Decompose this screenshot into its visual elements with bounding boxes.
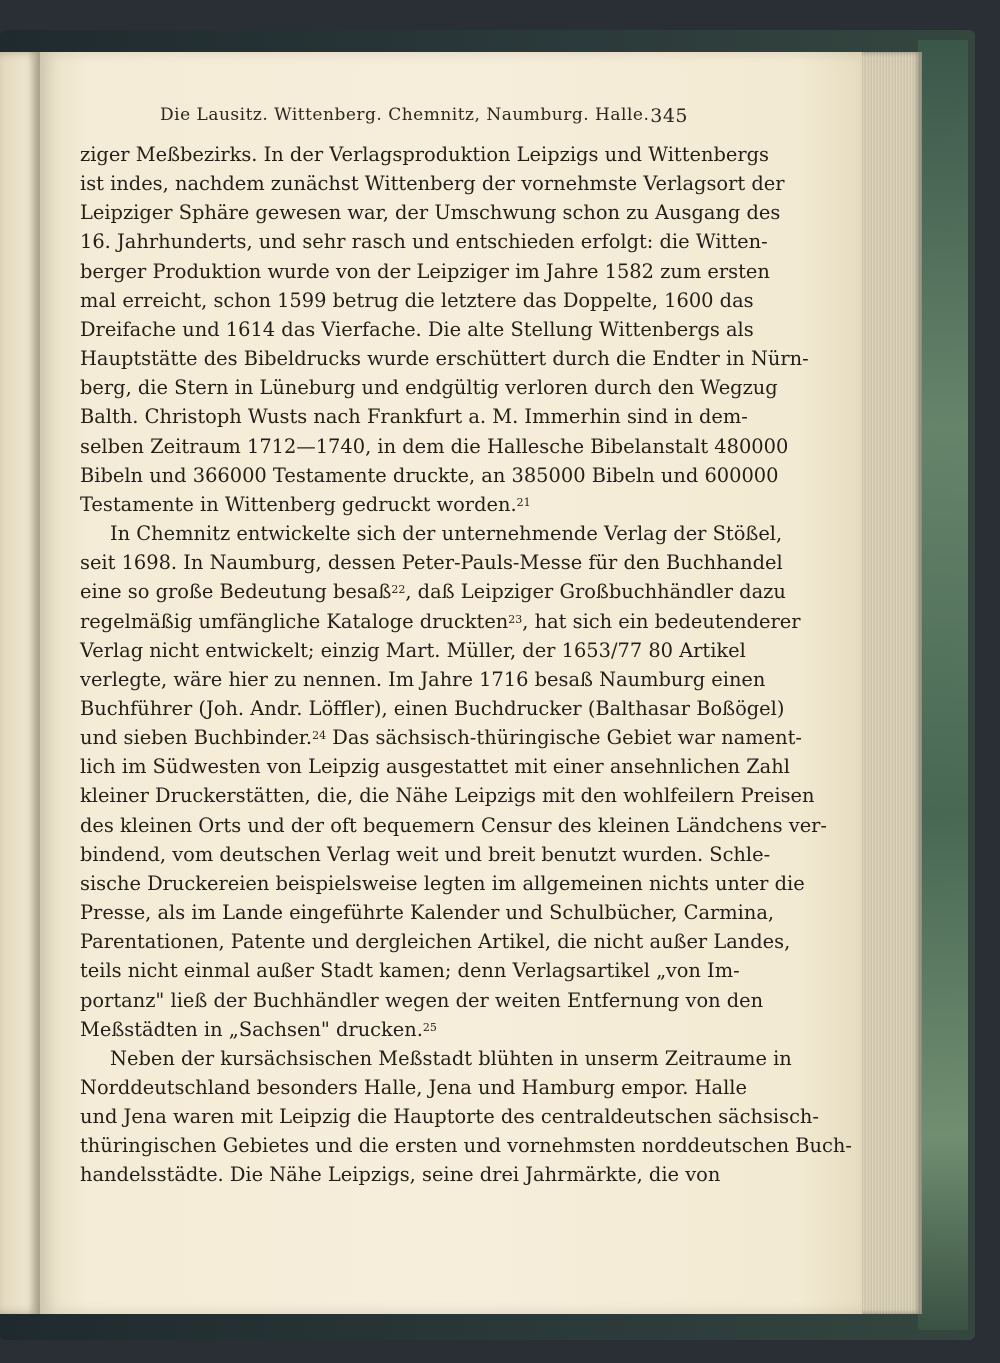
text-line: des kleinen Orts und der oft bequemern Censur des kleinen Ländchens ver- [80,813,827,837]
text-line: 16. Jahrhunderts, und sehr rasch und entschieden erfolgt: die Witten- [80,230,768,254]
text-line: handelsstädte. Die Nähe Leipzigs, seine drei Jahrmärkte, die von [80,1163,721,1187]
body-text [80,140,852,1190]
footnote-ref: 24 [312,729,327,743]
text-line: In Chemnitz entwickelte sich der unternehmende Verlag der Stößel, [110,522,783,546]
text-line: Buchführer (Joh. Andr. Löffler), einen Buchdrucker (Balthasar Boßögel) [80,696,785,720]
text-line: kleiner Druckerstätten, die, die Nähe Leipzigs mit den wohlfeilern Preisen [80,784,815,808]
text-line: Testamente in Wittenberg gedruckt worden.$^{21}$ [80,492,531,516]
text-line: ist indes, nachdem zunächst Wittenberg der vornehmste Verlagsort der [80,172,785,196]
text-line: Meßstädten in „Sachsen" drucken.$^{25}$ [80,1017,437,1041]
text-line: selben Zeitraum 1712—1740, in dem die Hallesche Bibelanstalt 480000 [80,434,789,458]
text-line: mal erreicht, schon 1599 betrug die letztere das Doppelte, 1600 das [80,288,754,312]
cover-marbled-edge [918,40,968,1330]
text-line: und Jena waren mit Leipzig die Hauptorte des centraldeutschen sächsisch- [80,1105,819,1129]
text-line: lich im Südwesten von Leipzig ausgestattet mit einer ansehnlichen Zahl [80,755,790,779]
text-line: ziger Meßbezirks. In der Verlagsproduktion Leipzigs und Wittenbergs [80,143,770,166]
text-line: eine so große Bedeutung besaß$^{22}$, daß Leipziger Großbuchhändler dazu [80,580,786,604]
text-line: berger Produktion wurde von der Leipziger im Jahre 1582 zum ersten [80,259,770,283]
text-line: teils nicht einmal außer Stadt kamen; denn Verlagsartikel „von Im- [80,959,740,983]
footnote-ref: 25 [422,1020,437,1034]
text-line: sische Druckereien beispielsweise legten im allgemeinen nichts unter die [80,871,805,895]
text-line: und sieben Buchbinder.$^{24}$ Das sächsisch-thüringische Gebiet war nament- [80,726,802,750]
text-line: Neben der kursächsischen Meßstadt blühten in unserm Zeitraume in [110,1046,792,1070]
text-line: thüringischen Gebietes und die ersten und vornehmsten norddeutschen Buch- [80,1134,852,1158]
text-line: berg, die Stern in Lüneburg und endgültig verloren durch den Wegzug [80,376,778,400]
page-block-edges [860,52,922,1314]
text-line: Dreifache und 1614 das Vierfache. Die alte Stellung Wittenbergs als [80,317,754,341]
footnote-ref: 22 [391,583,406,597]
page-number: 345 [650,105,688,127]
text-line: Balth. Christoph Wusts nach Frankfurt a. M. Immerhin sind in dem- [80,405,748,429]
footnote-ref: 23 [508,612,523,626]
footnote-ref: 21 [516,495,531,509]
facing-page-edge [0,52,40,1314]
text-line: Bibeln und 366000 Testamente druckte, an 385000 Bibeln und 600000 [80,463,779,487]
text-line: Norddeutschland besonders Halle, Jena und Hamburg empor. Halle [80,1076,747,1099]
text-line: bindend, vom deutschen Verlag weit und breit benutzt wurden. Schle- [80,842,771,866]
text-line: regelmäßig umfängliche Kataloge druckten$^{23}$, hat sich ein bedeutenderer [80,609,801,633]
text-line: Parentationen, Patente und dergleichen Artikel, die nicht außer Landes, [80,930,791,954]
text-line: Hauptstätte des Bibeldrucks wurde erschüttert durch die Endter in Nürn- [80,347,809,371]
page-header [160,105,688,131]
text-line: verlegte, wäre hier zu nennen. Im Jahre 1716 besaß Naumburg einen [80,667,766,691]
text-line: Leipziger Sphäre gewesen war, der Umschwung schon zu Ausgang des [80,201,781,225]
text-line: Presse, als im Lande eingeführte Kalender und Schulbücher, Carmina, [80,901,775,925]
text-line: seit 1698. In Naumburg, dessen Peter-Pauls-Messe für den Buchhandel [80,551,783,575]
text-line: portanz" ließ der Buchhändler wegen der weiten Entfernung von den [80,988,764,1012]
running-title: Die Lausitz. Wittenberg. Chemnitz, Naumburg. Halle. [160,105,650,125]
text-line: Verlag nicht entwickelt; einzig Mart. Müller, der 1653/77 80 Artikel [80,638,746,662]
